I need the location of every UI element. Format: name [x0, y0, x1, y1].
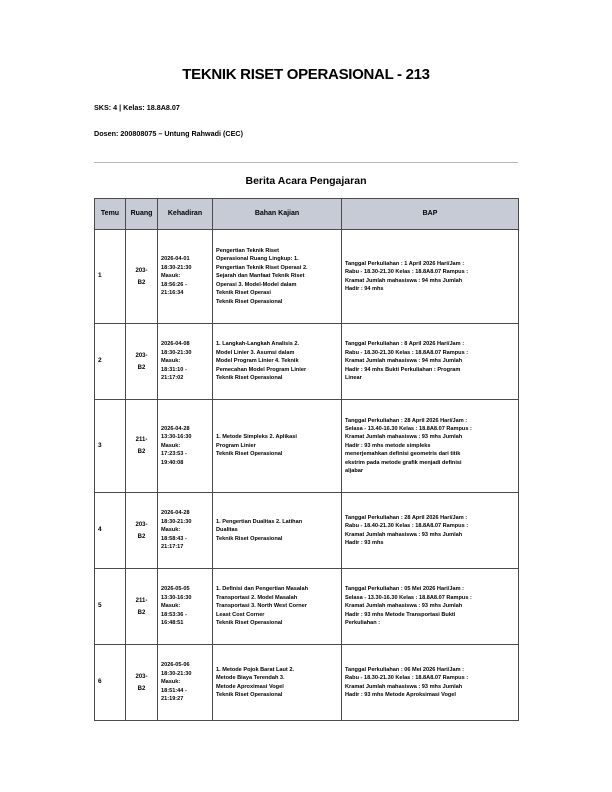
kehadiran-cell-line: 13:30-16:30: [161, 594, 192, 601]
bap-cell-line: ekstrim pada metode grafik menjadi definisi: [345, 459, 462, 466]
table-row: [95, 569, 519, 645]
bahan-kajian-cell-line: Least Cost Corner: [216, 611, 265, 618]
ruang-cell-line: 211-: [135, 597, 148, 604]
kehadiran-cell-line: 18:56:26 -: [161, 281, 187, 288]
bap-cell: [342, 493, 519, 569]
bap-cell-line: Rabu - 18.30-21.30 Kelas : 18.8A8.07 Rampus :: [345, 349, 469, 356]
kehadiran-cell-line: 16:48:51: [161, 620, 184, 627]
sks-kelas-info: SKS: 4 | Kelas: 18.8A8.07: [94, 103, 180, 112]
temu-cell: 2: [95, 324, 126, 400]
kehadiran-cell-line: 2026-04-08: [161, 341, 190, 348]
bap-cell-line: Kramat Jumlah mahasiswa : 93 mhs Jumlah: [345, 434, 463, 441]
kehadiran-cell-line: Masuk:: [161, 273, 181, 280]
bap-cell-line: Hadir : 93 mhs: [345, 539, 384, 546]
ruang-cell: [126, 324, 158, 400]
kehadiran-cell-line: Masuk:: [161, 603, 181, 610]
kehadiran-cell-line: 21:17:02: [161, 375, 184, 382]
bahan-kajian-cell-line: Teknik Riset Operasional: [216, 535, 283, 542]
bahan-kajian-cell-line: Sejarah dan Manfaat Teknik Riset: [216, 273, 305, 280]
kehadiran-cell-line: 21:16:34: [161, 290, 184, 297]
bap-cell-line: Tanggal Perkuliahan : 05 Mei 2026 Hari/Jam :: [345, 586, 464, 593]
table-row: [95, 324, 519, 400]
ruang-cell-line: 203-: [135, 521, 148, 528]
kehadiran-cell-line: 18:30-21:30: [161, 670, 192, 677]
bahan-kajian-cell: [213, 324, 342, 400]
kehadiran-cell-line: 21:17:17: [161, 544, 184, 551]
bap-cell: [342, 230, 519, 324]
temu-cell: 3: [95, 400, 126, 493]
kehadiran-cell-line: 2026-04-28: [161, 425, 190, 432]
ruang-cell-line: B2: [137, 279, 146, 286]
kehadiran-cell-line: 17:23:53 -: [161, 451, 187, 458]
bap-cell-line: Hadir : 93 mhs Metode Transportasi Bukti: [345, 611, 456, 618]
bap-cell-line: Kramat Jumlah mahasiswa : 94 mhs Jumlah: [345, 277, 463, 284]
bahan-kajian-cell-line: Teknik Riset Operasional: [216, 691, 283, 698]
kehadiran-cell-line: 2026-04-28: [161, 510, 190, 517]
kehadiran-cell-line: Masuk:: [161, 442, 181, 449]
bahan-kajian-cell-line: Transportasi 3. North West Corner: [216, 603, 307, 610]
temu-cell: 6: [95, 645, 126, 721]
kehadiran-cell-line: 18:30-21:30: [161, 518, 192, 525]
kehadiran-cell-line: 2026-04-01: [161, 256, 190, 263]
ruang-cell-line: B2: [137, 609, 146, 616]
bap-cell: [342, 324, 519, 400]
ruang-cell-line: B2: [137, 449, 146, 455]
divider: [94, 162, 518, 163]
bap-cell-line: Tanggal Perkuliahan : 28 April 2026 Hari/Jam :: [345, 514, 468, 521]
temu-cell: 5: [95, 569, 126, 645]
header-ruang: Ruang: [126, 199, 158, 230]
kehadiran-cell: [158, 400, 213, 493]
ruang-cell: [126, 493, 158, 569]
bahan-kajian-cell-line: Model Linier 3. Asumsi dalam: [216, 349, 295, 356]
header-bap: BAP: [342, 199, 519, 230]
kehadiran-cell-line: 18:30-21:30: [161, 349, 192, 356]
bahan-kajian-cell-line: Metode Biaya Terendah 3.: [216, 675, 285, 682]
table-row: [95, 493, 519, 569]
kehadiran-cell-line: 18:31:10 -: [161, 366, 187, 373]
kehadiran-cell-line: 18:58:43 -: [161, 535, 187, 542]
ruang-cell: [126, 230, 158, 324]
bahan-kajian-cell-line: Pengertian Teknik Riset Operasi 2.: [216, 264, 308, 271]
bahan-kajian-cell-line: Metode Aproximasi Vogel: [216, 683, 284, 690]
bap-cell-line: Perkuliahan :: [345, 620, 381, 627]
ruang-cell-line: 203-: [135, 267, 148, 274]
bap-cell-line: Rabu - 18.30-21.30 Kelas : 18.8A8.07 Rampus :: [345, 269, 469, 276]
kehadiran-cell-line: 21:19:27: [161, 696, 184, 703]
bahan-kajian-cell-line: 1. Definisi dan Pengertian Masalah: [216, 586, 309, 593]
bahan-kajian-cell-line: Teknik Riset Operasi: [216, 290, 271, 297]
ruang-cell-line: B2: [137, 364, 146, 371]
table-row: [95, 400, 519, 493]
bap-cell-line: Hadir : 94 mhs: [345, 285, 384, 292]
temu-cell: 4: [95, 493, 126, 569]
bahan-kajian-cell: [213, 230, 342, 324]
kehadiran-cell-line: 18:51:44 -: [161, 687, 187, 694]
bap-cell-line: Hadir : 93 mhs metode simpleks: [345, 442, 431, 449]
bap-cell-line: Rabu - 18.40-21.30 Kelas : 18.8A8.07 Rampus :: [345, 523, 469, 530]
bahan-kajian-cell-line: Teknik Riset Operasional: [216, 451, 283, 458]
bap-cell: [342, 569, 519, 645]
bahan-kajian-cell-line: Operasional Ruang Lingkup: 1.: [216, 256, 299, 263]
kehadiran-cell: [158, 569, 213, 645]
dosen-info: Dosen: 200808075 – Untung Rahwadi (CEC): [94, 129, 243, 138]
kehadiran-cell-line: 19:40:08: [161, 459, 184, 466]
header-bahan-kajian: Bahan Kajian: [213, 199, 342, 230]
bahan-kajian-cell-line: Pengertian Teknik Riset: [216, 248, 280, 255]
bahan-kajian-cell-line: 1. Metode Pojok Barat Laut 2.: [216, 666, 295, 673]
bap-cell-line: Tanggal Perkuliahan : 1 April 2026 Hari/Jam :: [345, 260, 465, 267]
kehadiran-cell-line: 18:53:36 -: [161, 611, 187, 618]
bahan-kajian-cell: [213, 400, 342, 493]
bahan-kajian-cell-line: 1. Metode Simpleks 2. Aplikasi: [216, 434, 297, 441]
bap-cell-line: Kramat Jumlah mahasiswa : 93 mhs Jumlah: [345, 603, 463, 610]
bap-cell-line: Tanggal Perkuliahan : 28 April 2026 Hari/Jam :: [345, 417, 468, 424]
bap-cell-line: Tanggal Perkuliahan : 06 Mei 2026 Hari/Jam :: [345, 666, 464, 673]
bahan-kajian-cell: [213, 645, 342, 721]
bahan-kajian-cell-line: Operasi 3. Model-Model dalam: [216, 281, 297, 288]
ruang-cell-line: 211-: [135, 437, 148, 443]
bap-cell-line: Kramat Jumlah mahasiswa : 93 mhs Jumlah: [345, 683, 463, 690]
kehadiran-cell: [158, 645, 213, 721]
bap-cell-line: Rabu - 18.30-21.30 Kelas : 18.8A8.07 Rampus :: [345, 675, 469, 682]
bahan-kajian-cell: [213, 493, 342, 569]
bap-table: [94, 198, 519, 721]
bap-cell-line: Tanggal Perkuliahan : 8 April 2026 Hari/Jam :: [345, 341, 465, 348]
bahan-kajian-cell-line: Teknik Riset Operasional: [216, 375, 283, 382]
bap-cell-line: Selasa - 13.40-16.30 Kelas : 18.8A8.07 Rampus :: [345, 425, 472, 432]
bap-cell-line: Hadir : 94 mhs Bukti Perkuliahan : Program: [345, 366, 461, 373]
bahan-kajian-cell-line: Program Linier: [216, 442, 256, 449]
bahan-kajian-cell: [213, 569, 342, 645]
document-title: TEKNIK RISET OPERASIONAL - 213: [182, 66, 430, 83]
ruang-cell: [126, 645, 158, 721]
ruang-cell-line: 203-: [135, 352, 148, 359]
bap-cell-line: Hadir : 93 mhs Metode Aproksimasi Vogel: [345, 691, 456, 698]
bap-cell-line: menerjemahkan definisi geometris dari titik: [345, 451, 461, 458]
bap-cell-line: aljabar: [345, 468, 364, 475]
header-kehadiran: Kehadiran: [158, 199, 213, 230]
ruang-cell-line: B2: [137, 685, 146, 692]
bahan-kajian-cell-line: Transportasi 2. Model Masalah: [216, 594, 298, 601]
table-row: [95, 230, 519, 324]
bap-cell-line: Selasa - 13.30-16.30 Kelas : 18.8A8.07 Rampus :: [345, 594, 472, 601]
table-row: [95, 645, 519, 721]
kehadiran-cell-line: 2026-05-06: [161, 662, 190, 669]
kehadiran-cell-line: Masuk:: [161, 679, 181, 686]
header-temu: Temu: [95, 199, 126, 230]
bahan-kajian-cell-line: Teknik Riset Operasional: [216, 620, 283, 627]
kehadiran-cell-line: Masuk:: [161, 358, 181, 365]
kehadiran-cell: [158, 493, 213, 569]
bap-cell-line: Kramat Jumlah mahasiswa : 94 mhs Jumlah: [345, 358, 463, 365]
kehadiran-cell-line: 18:30-21:30: [161, 264, 192, 271]
kehadiran-cell-line: 2026-05-05: [161, 586, 190, 593]
bahan-kajian-cell-line: Model Program Linier 4. Teknik: [216, 358, 299, 365]
section-title: Berita Acara Pengajaran: [245, 175, 367, 187]
ruang-cell: [126, 400, 158, 493]
kehadiran-cell: [158, 230, 213, 324]
bap-cell: [342, 645, 519, 721]
kehadiran-cell: [158, 324, 213, 400]
temu-cell: 1: [95, 230, 126, 324]
bahan-kajian-cell-line: Pemecahan Model Program Linier: [216, 366, 307, 373]
bahan-kajian-cell-line: 1. Pengertian Dualitas 2. Latihan: [216, 518, 303, 525]
bahan-kajian-cell-line: 1. Langkah-Langkah Analisis 2.: [216, 341, 300, 348]
kehadiran-cell-line: Masuk:: [161, 527, 181, 534]
bahan-kajian-cell-line: Teknik Riset Operasional: [216, 298, 283, 305]
table-header-row: [95, 199, 519, 230]
ruang-cell-line: 203-: [135, 673, 148, 680]
kehadiran-cell-line: 13:30-16:30: [161, 434, 192, 441]
bap-cell: [342, 400, 519, 493]
bap-cell-line: Kramat Jumlah mahasiswa : 93 mhs Jumlah: [345, 531, 463, 538]
ruang-cell-line: B2: [137, 533, 146, 540]
bahan-kajian-cell-line: Dualitas: [216, 527, 238, 534]
bap-cell-line: Linear: [345, 375, 362, 382]
ruang-cell: [126, 569, 158, 645]
